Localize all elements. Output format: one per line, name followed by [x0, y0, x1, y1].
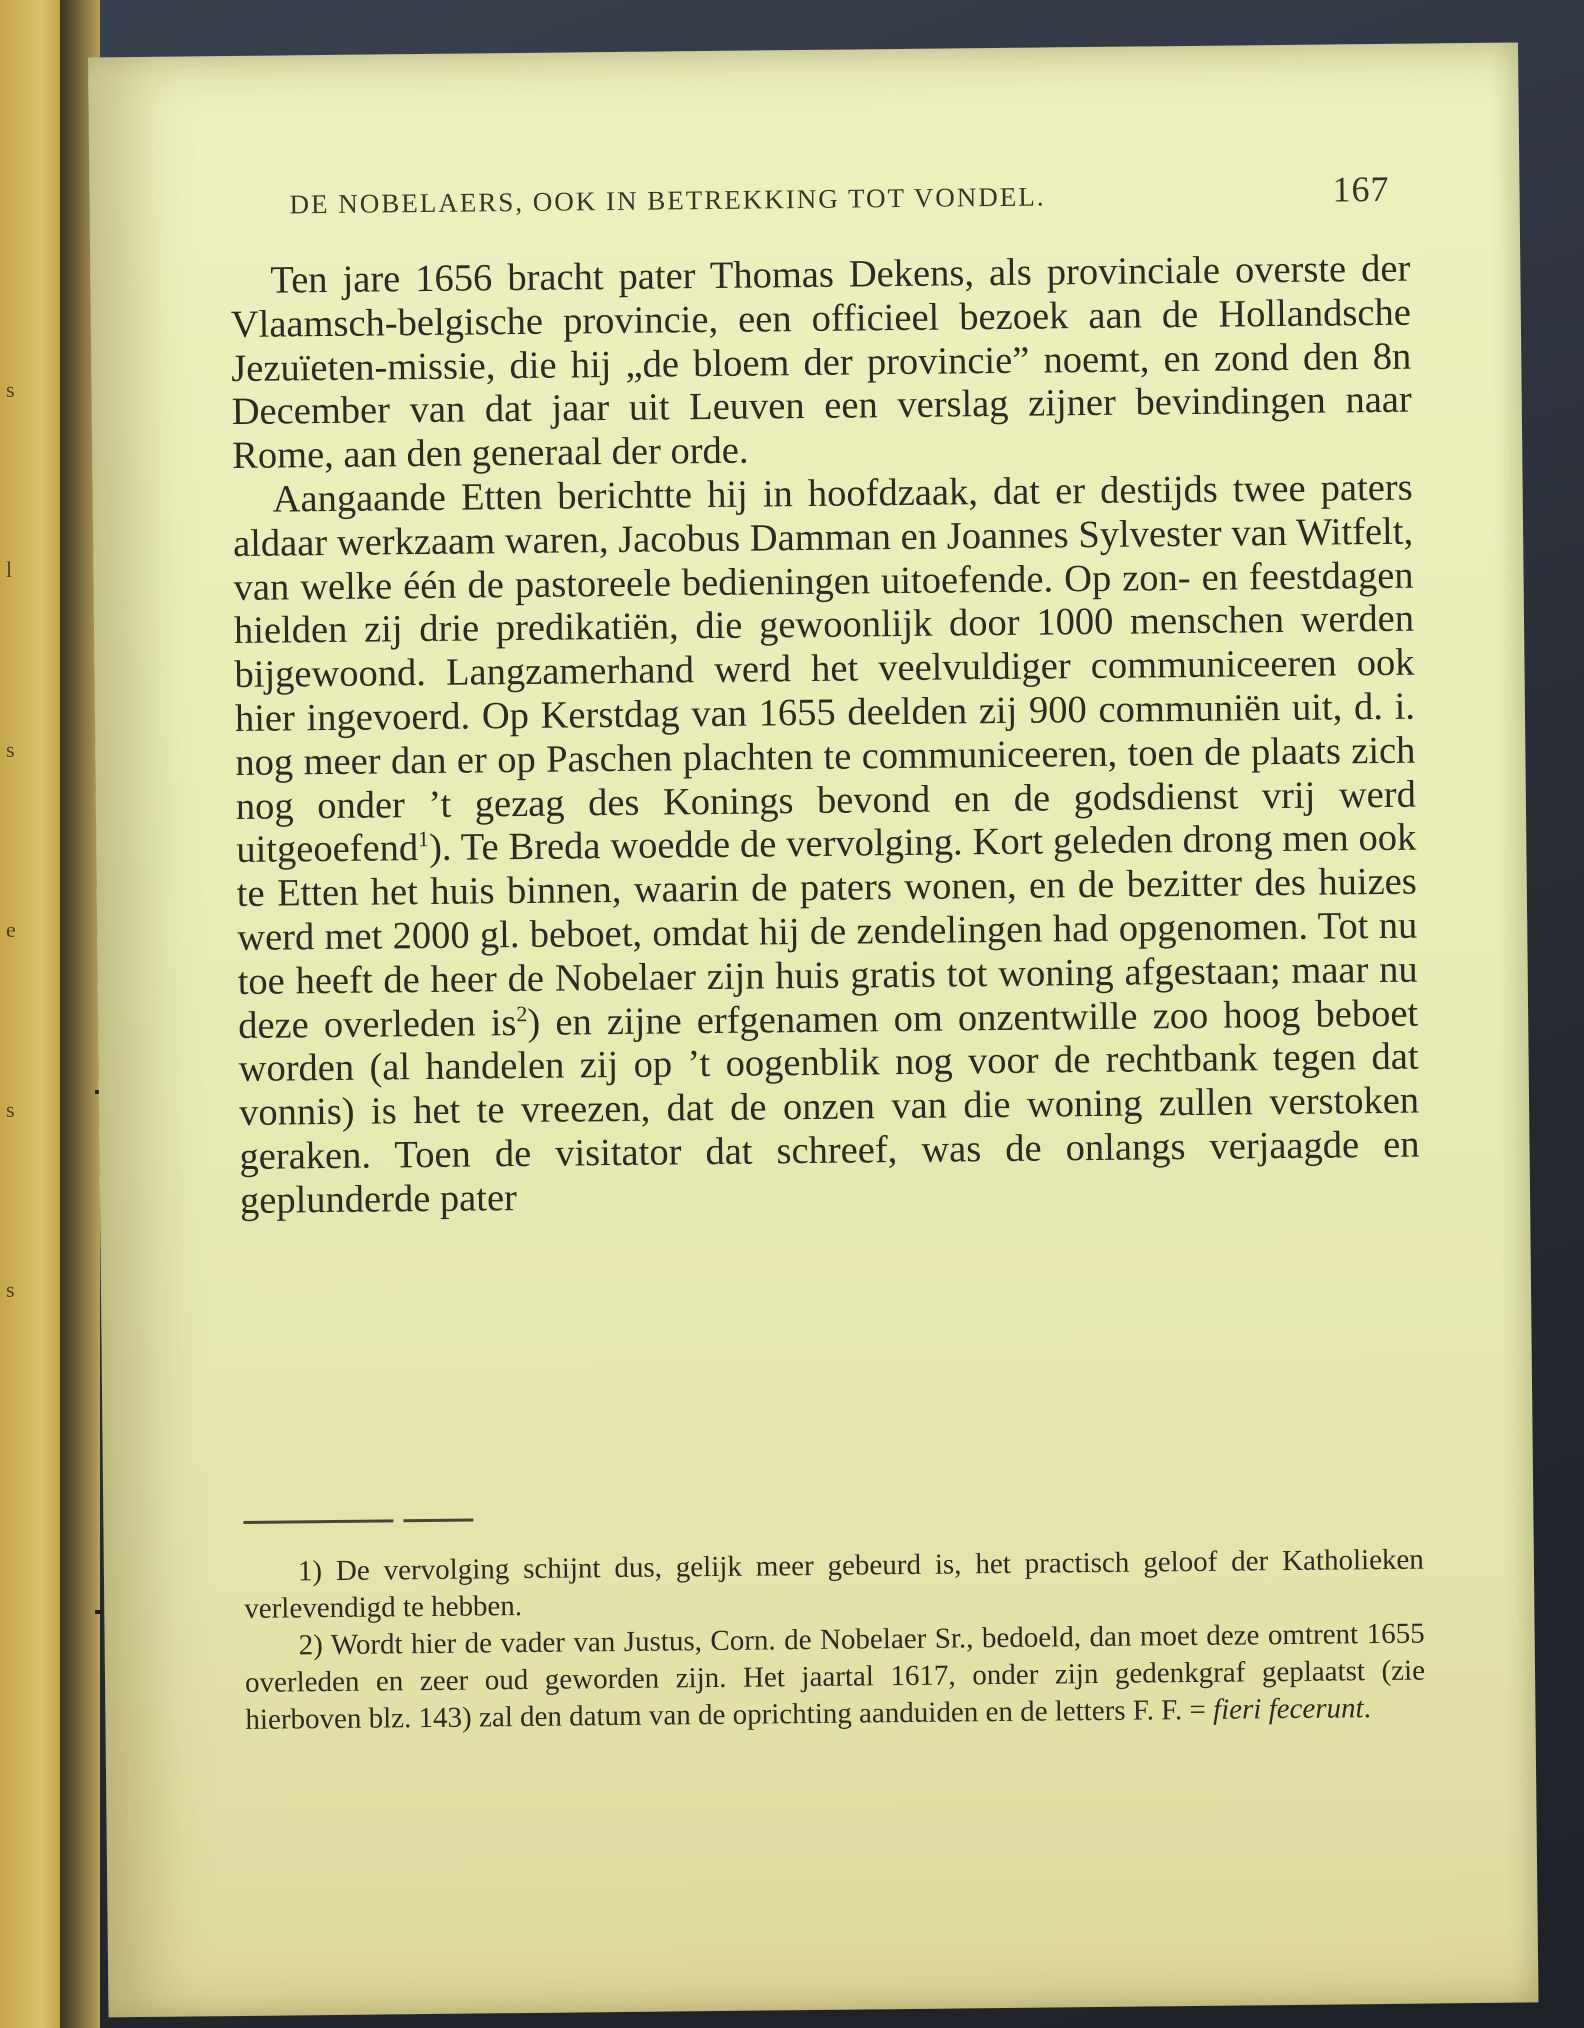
left-page-fragment: e: [6, 917, 16, 942]
page-content: [229, 164, 1426, 1736]
footnote-rule-gap: [393, 1519, 403, 1522]
paragraph-text: ) en zijne erfgenamen om onzentwille zoo hoog beboet worden (al handelen zij op ’t oogenblik nog voor de rechtbank tegen dat vonnis) is het te vreezen, dat de onzen van die woning zullen verstoken geraken. Toen de visitator dat schreef, was de onlangs verjaagde en geplunderde pater: [238, 992, 1420, 1222]
left-page-fragment: s: [6, 737, 15, 762]
paragraph: [232, 467, 1420, 1224]
footnote-text: 2) Wordt hier de vader van Justus, Corn. de Nobelaer Sr., bedoeld, dan moet deze omtrent 1655 overleden en zeer oud geworden zijn. Het jaartal 1617, onder zijn gedenkgraf geplaatst (zie hierboven blz. 143) zal den datum van de oprichting aanduiden en de letters F. F. =: [244, 1617, 1426, 1736]
running-head: [229, 164, 1410, 236]
footnote: [244, 1616, 1425, 1739]
footnote-reference: 2: [516, 1000, 528, 1026]
left-page-fragments: [6, 240, 26, 1440]
footnote-reference: 1: [417, 826, 430, 852]
footnote-text: 1) De vervolging schijnt dus, gelijk meer gebeurd is, het practisch geloof der Katholieken verlevendigd te hebben.: [244, 1543, 1425, 1625]
paragraph-text: Aangaande Etten berichtte hij in hoofdzaak, dat er destijds twee paters aldaar werkzaam waren, Jacobus Damman en Joannes Sylvester van Witfelt, van welke één de pastoreele bedieningen uitoefende. Op zon- en feestdagen hielden zij drie predikatiën, die gewoonlijk door 1000 menschen werden bijgewoond. Langzamerhand werd het veelvuldiger communiceeren ook hier ingevoerd. Op Kerstdag van 1655 deelden zij 900 communiën uit, d. i. nog meer dan er op Paschen plachten te communiceeren, toen de plaats zich nog onder ’t gezag des Konings bevond en de godsdienst vrij werd uitgeoefend: [232, 466, 1417, 872]
page-number: 167: [1332, 168, 1390, 210]
paragraph-text: ). Te Breda woedde de vervolging. Kort geleden drong men ook te Etten het huis binnen, waarin de paters wonen, en de bezitter des huizes werd met 2000 gl. beboet, omdat hij de zendelingen had opgenomen. Tot nu toe heeft de heer de Nobelaer zijn huis gratis tot woning afgestaan; maar nu deze overleden is: [236, 816, 1418, 1047]
left-page-fragment: l: [6, 557, 13, 582]
book-page: [88, 43, 1538, 2018]
footnotes: [244, 1542, 1426, 1739]
footnote-text: .: [1363, 1692, 1372, 1725]
left-page-fragment: s: [6, 377, 15, 402]
binding-stitch: [95, 1610, 103, 1614]
left-page-fragment: s: [6, 1277, 15, 1302]
footnote-rule-segment: [403, 1519, 473, 1523]
left-page-fragment: s: [6, 1097, 15, 1122]
footnote-rule-segment: [243, 1519, 393, 1524]
body-text: [230, 248, 1420, 1224]
running-title: DE NOBELAERS, OOK IN BETREKKING TOT VONDEL.: [289, 181, 1046, 220]
paragraph-text: Ten jare 1656 bracht pater Thomas Dekens, als provinciale overste der Vlaamsch-belgische provincie, een officieel bezoek aan de Hollandsche Jezuïeten-missie, die hij „de bloem der provincie” noemt, en zond den 8n December van dat jaar uit Leuven een verslag zijner bevindingen naar Rome, aan den generaal der orde.: [230, 247, 1412, 478]
footnote: [244, 1542, 1425, 1628]
footnote-italic-text: fieri fecerunt: [1212, 1692, 1364, 1726]
footnote-separator: [243, 1518, 483, 1524]
paragraph: [230, 248, 1412, 479]
